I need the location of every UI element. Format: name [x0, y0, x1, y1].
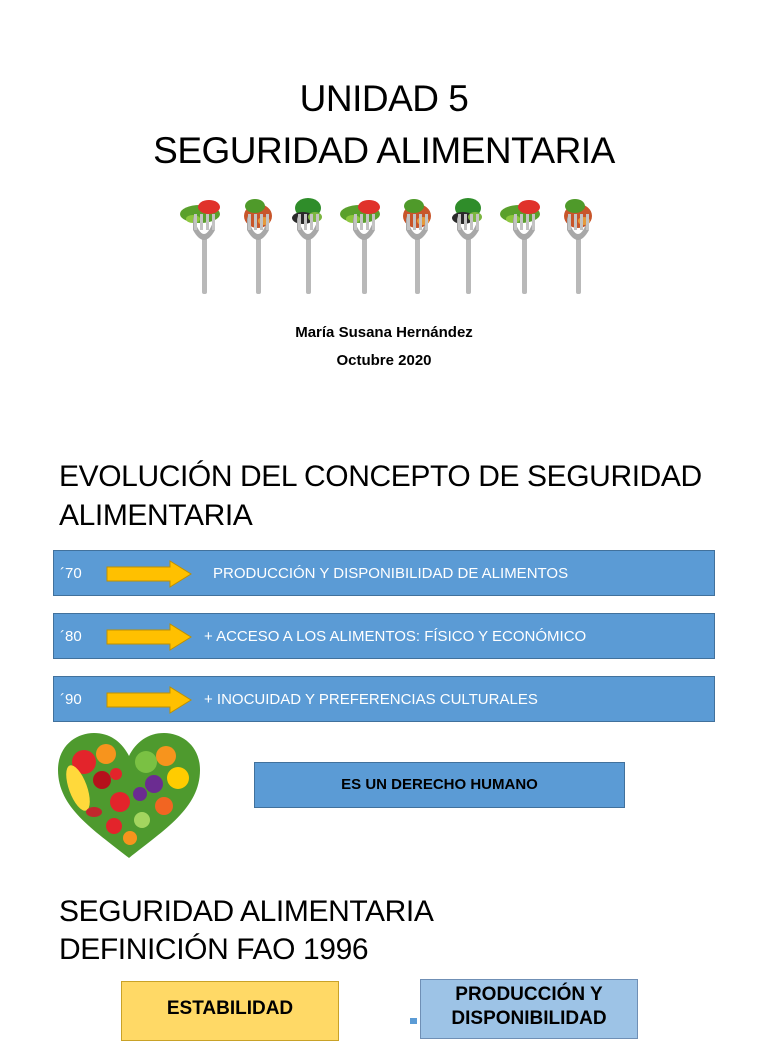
evolution-decade-label: ´90: [60, 691, 82, 708]
evolution-row-70: [53, 550, 715, 596]
right-arrow-icon: [106, 560, 192, 588]
slide1-title-line1: UNIDAD 5: [299, 78, 469, 119]
evolution-row-text: PRODUCCIÓN Y DISPONIBILIDAD DE ALIMENTOS: [213, 565, 569, 582]
slide2-heading-line2: ALIMENTARIA: [59, 499, 253, 532]
production-box-line1: PRODUCCIÓN Y: [455, 984, 603, 1005]
evolution-decade-label: ´80: [60, 628, 82, 645]
human-right-box: ES UN DERECHO HUMANO: [254, 762, 625, 808]
evolution-row-90: [53, 676, 715, 722]
right-arrow-icon: [106, 686, 192, 714]
right-arrow-icon: [106, 623, 192, 651]
evolution-row-text: + INOCUIDAD Y PREFERENCIAS CULTURALES: [204, 691, 538, 708]
connector-mark: [410, 1018, 417, 1024]
evolution-row-80: [53, 613, 715, 659]
production-availability-box: [420, 979, 638, 1039]
slide3-heading-line2: DEFINICIÓN FAO 1996: [59, 933, 369, 966]
evolution-decade-label: ´70: [60, 565, 82, 582]
slide1-title-line2: SEGURIDAD ALIMENTARIA: [153, 130, 615, 171]
slide3-heading-line1: SEGURIDAD ALIMENTARIA: [59, 895, 434, 928]
slide1-author: María Susana Hernández: [295, 324, 473, 341]
slide2-heading-line1: EVOLUCIÓN DEL CONCEPTO DE SEGURIDAD: [59, 460, 702, 493]
evolution-row-text: + ACCESO A LOS ALIMENTOS: FÍSICO Y ECONÓMICO: [204, 628, 587, 645]
production-box-line2: DISPONIBILIDAD: [451, 1008, 607, 1029]
stability-box: ESTABILIDAD: [121, 981, 339, 1041]
heart-of-fruits-icon: [54, 730, 204, 860]
slide1-date: Octubre 2020: [336, 352, 432, 369]
forks-with-vegetables-image: [170, 188, 610, 300]
